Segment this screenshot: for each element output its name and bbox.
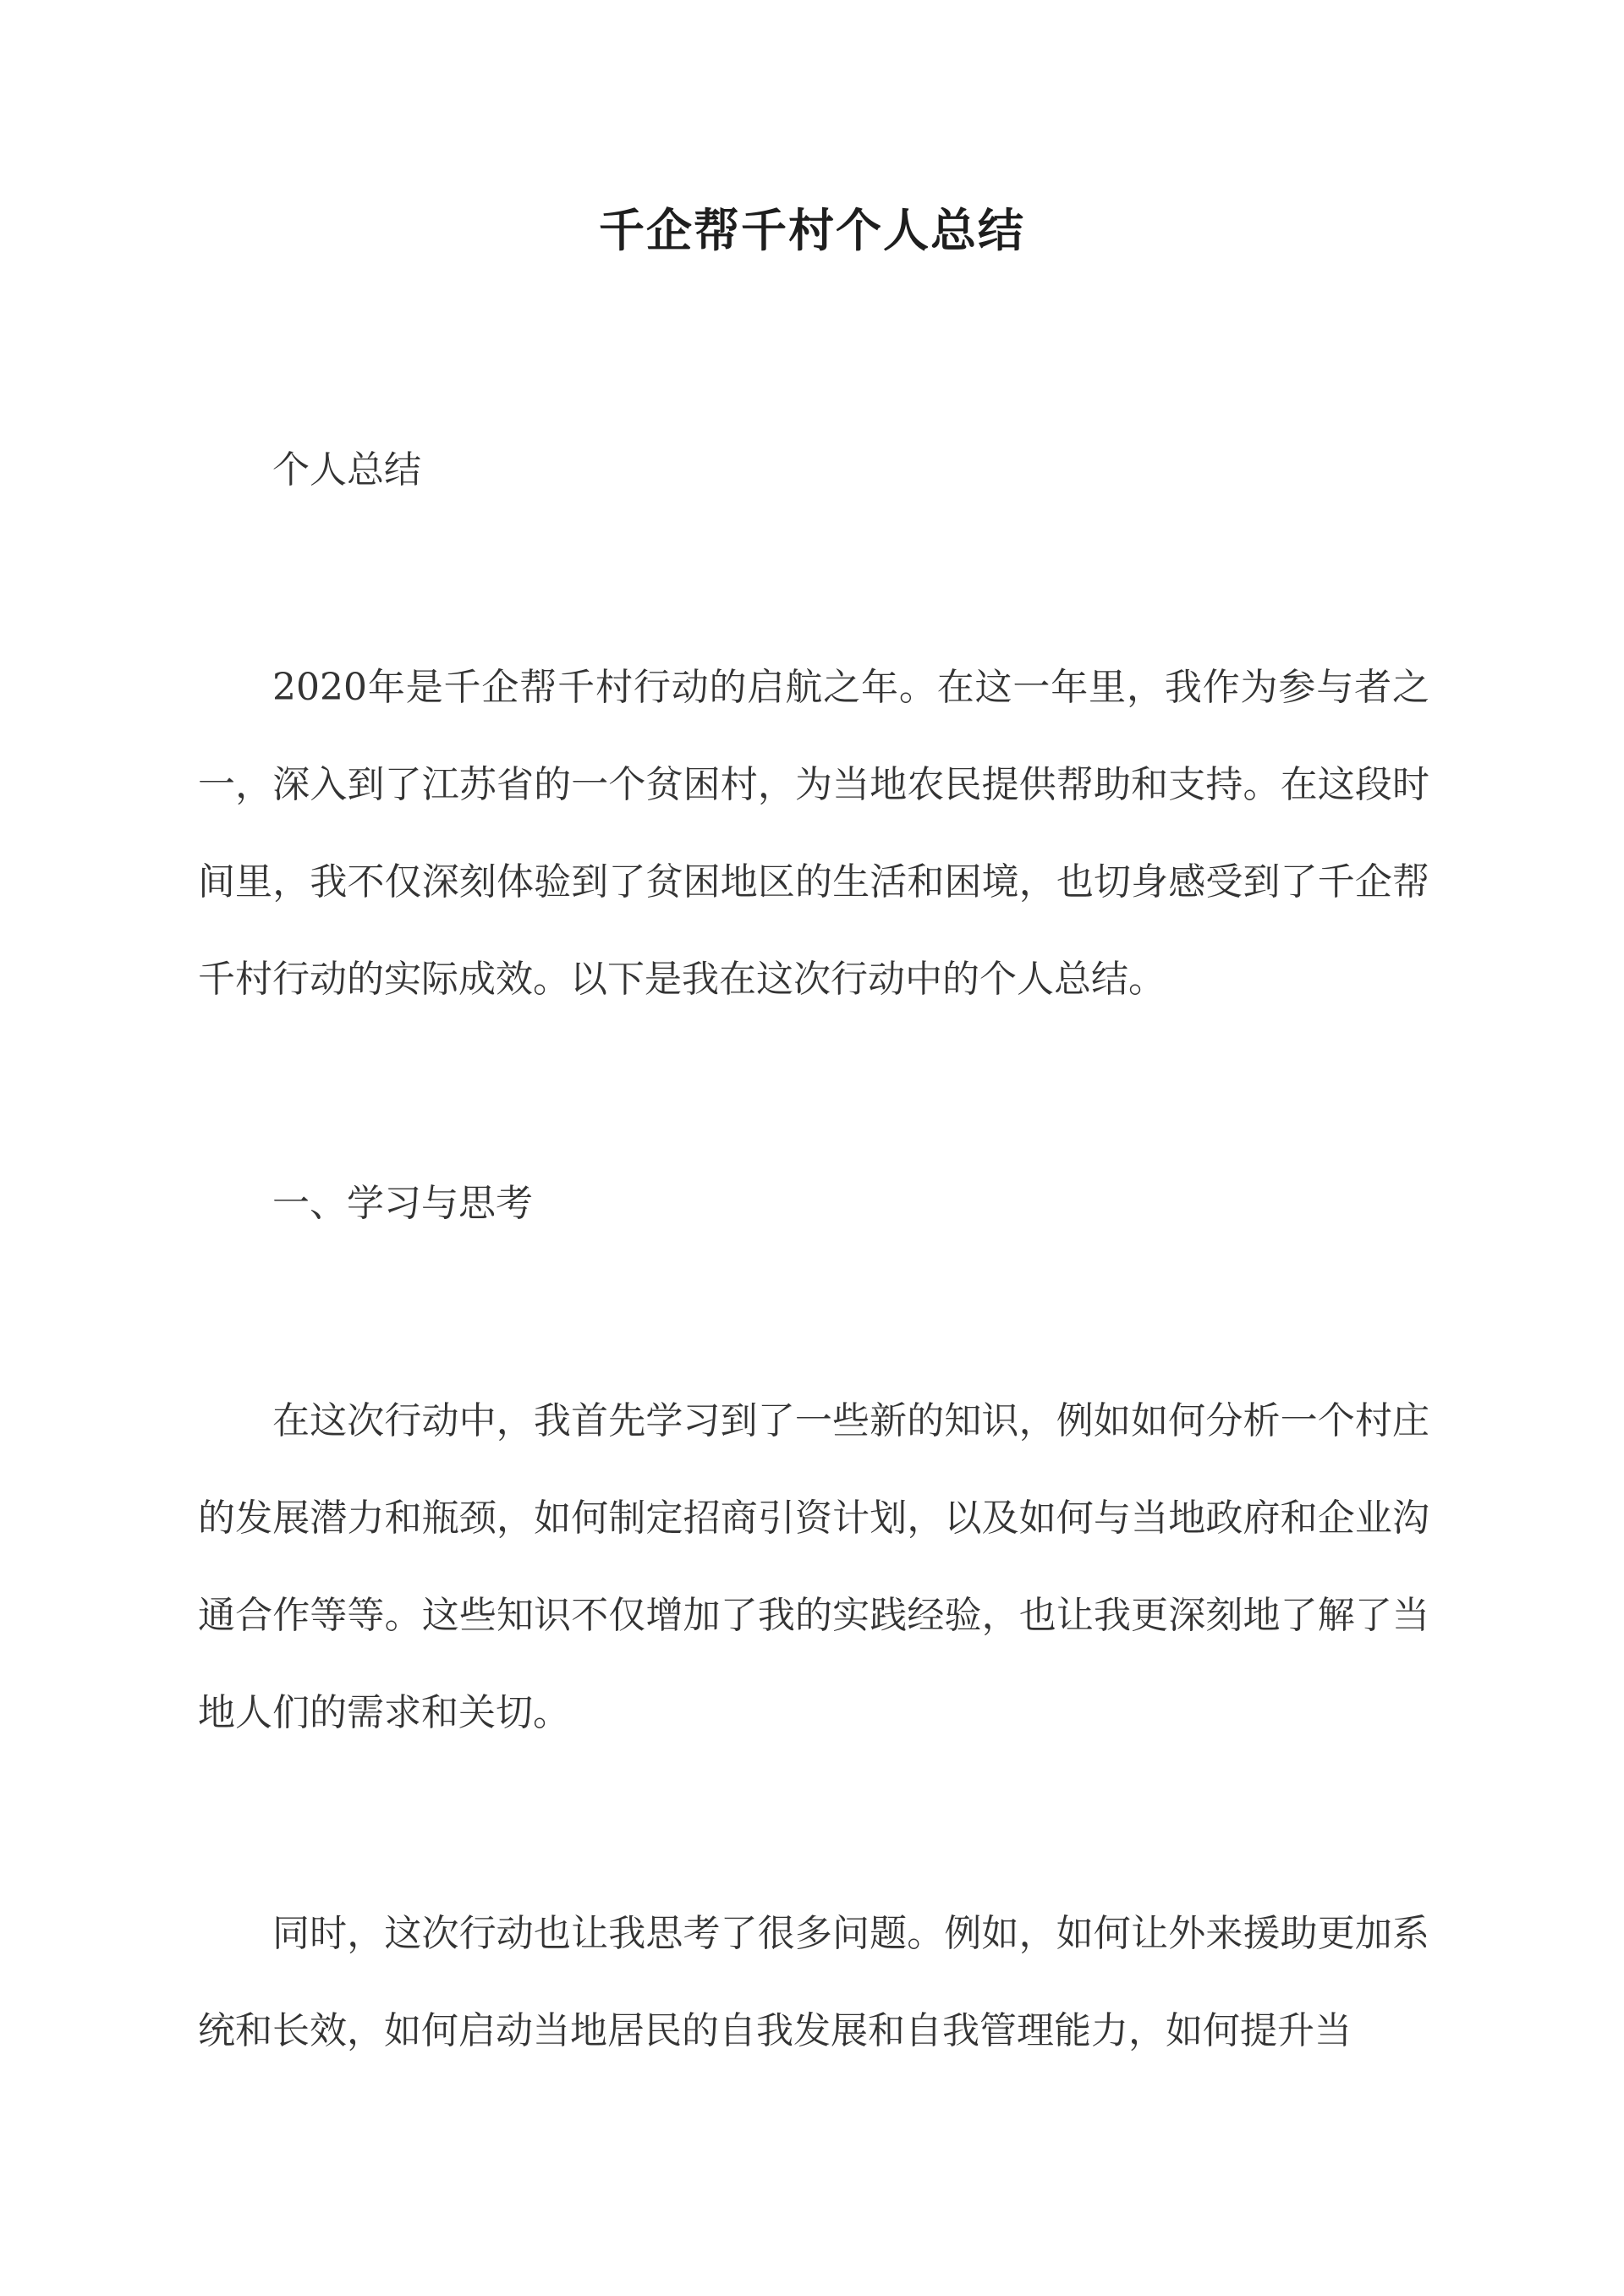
- paragraph-study-1: 在这次行动中，我首先学习到了一些新的知识，例如如何分析一个村庄的发展潜力和瓶颈，如何制定招商引资计划，以及如何与当地政府和企业沟通合作等等。这些知识不仅增加了我的实践经验，也让我更深刻地了解了当地人们的需求和关切。: [198, 1399, 1429, 1734]
- document-title: 千企帮千村个人总结: [599, 203, 1025, 257]
- section-heading-personal-summary: 个人总结: [272, 448, 421, 492]
- section-heading-study-and-thinking: 一、学习与思考: [272, 1182, 533, 1225]
- paragraph-intro: 2020年是千企帮千村行动的启航之年。在这一年里，我作为参与者之一，深入到了江苏省的一个贫困村，为当地农民提供帮助和支持。在这段时间里，我不仅深刻体验到了贫困地区的生活和困境，也切身感受到了千企帮千村行动的实际成效。以下是我在这次行动中的个人总结。: [198, 666, 1429, 1001]
- paragraph-study-2: 同时，这次行动也让我思考了很多问题。例如，如何让外来援助更加系统和长效，如何启动当地居民的自我发展和自我管理能力，如何提升当: [198, 1912, 1429, 2052]
